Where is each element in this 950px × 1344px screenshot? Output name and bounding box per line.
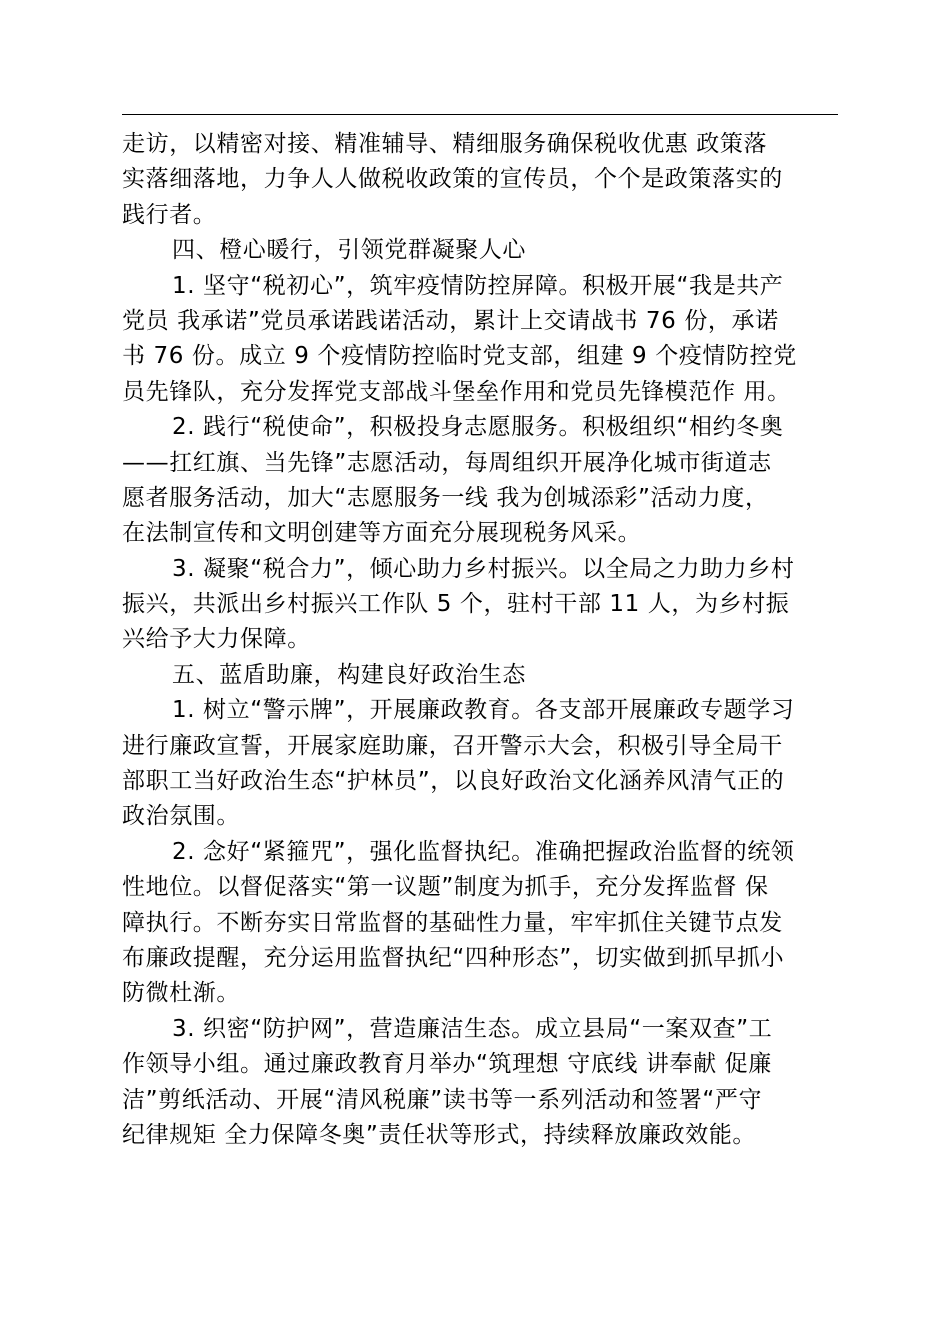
text-line: 1. 坚守“税初心”，筑牢疫情防控屏障。积极开展“我是共产 — [172, 272, 784, 299]
text-line: 践行者。 — [122, 201, 217, 228]
text-line: 2. 念好“紧箍咒”，强化监督执纪。准确把握政治监督的统领 — [172, 838, 795, 865]
text-line: 党员 我承诺”党员承诺践诺活动，累计上交请战书 76 份，承诺 — [122, 307, 779, 334]
text-line: 3. 织密“防护网”，营造廉洁生态。成立县局“一案双查”工 — [172, 1015, 773, 1042]
text-line: ——扛红旗、当先锋”志愿活动，每周组织开展净化城市街道志 — [122, 449, 772, 476]
text-line: 四、橙心暖行，引领党群凝聚人心 — [172, 237, 526, 264]
document-body — [122, 127, 838, 1153]
text-line: 走访，以精密对接、精准辅导、精细服务确保税收优惠 政策落 — [122, 131, 768, 157]
text-line: 振兴，共派出乡村振兴工作队 5 个，驻村干部 11 人，为乡村振 — [122, 591, 790, 618]
text-line: 2. 践行“税使命”，积极投身志愿服务。积极组织“相约冬奥 — [172, 414, 784, 441]
text-line: 愿者服务活动，加大“志愿服务一线 我为创城添彩”活动力度， — [122, 484, 769, 511]
text-line: 五、蓝盾助廉，构建良好政治生态 — [172, 661, 526, 688]
text-line: 在法制宣传和文明创建等方面充分展现税务风采。 — [122, 520, 642, 547]
text-line: 兴给予大力保障。 — [122, 626, 311, 653]
text-line: 实落细落地，力争人人做税收政策的宣传员，个个是政策落实的 — [122, 166, 783, 193]
text-line: 政治氛围。 — [122, 803, 240, 830]
text-line: 员先锋队，充分发挥党支部战斗堡垒作用和党员先锋模范作 用。 — [122, 378, 791, 405]
text-line: 防微杜渐。 — [122, 980, 240, 1007]
text-line: 作领导小组。通过廉政教育月举办“筑理想 守底线 讲奉献 促廉 — [122, 1051, 772, 1078]
text-line: 障执行。不断夯实日常监督的基础性力量，牢牢抓住关键节点发 — [122, 909, 783, 936]
text-line: 书 76 份。成立 9 个疫情防控临时党支部，组建 9 个疫情防控党 — [122, 343, 797, 370]
text-line: 部职工当好政治生态“护林员”，以良好政治文化涵养风清气正的 — [122, 768, 785, 795]
text-line: 1. 树立“警示牌”，开展廉政教育。各支部开展廉政专题学习 — [172, 697, 795, 724]
text-line: 性地位。以督促落实“第一议题”制度为抓手，充分发挥监督 保 — [122, 874, 769, 901]
text-line: 布廉政提醒，充分运用监督执纪“四种形态”，切实做到抓早抓小 — [122, 944, 785, 971]
text-line: 进行廉政宣誓，开展家庭助廉，召开警示大会，积极引导全局干 — [122, 732, 783, 759]
header-rule — [122, 114, 838, 115]
text-line: 3. 凝聚“税合力”，倾心助力乡村振兴。以全局之力助力乡村 — [172, 555, 795, 582]
text-line: 洁”剪纸活动、开展“清风税廉”读书等一系列活动和签署“严守 — [122, 1086, 763, 1113]
text-line: 纪律规矩 全力保障冬奥”责任状等形式，持续释放廉政效能。 — [122, 1121, 757, 1148]
